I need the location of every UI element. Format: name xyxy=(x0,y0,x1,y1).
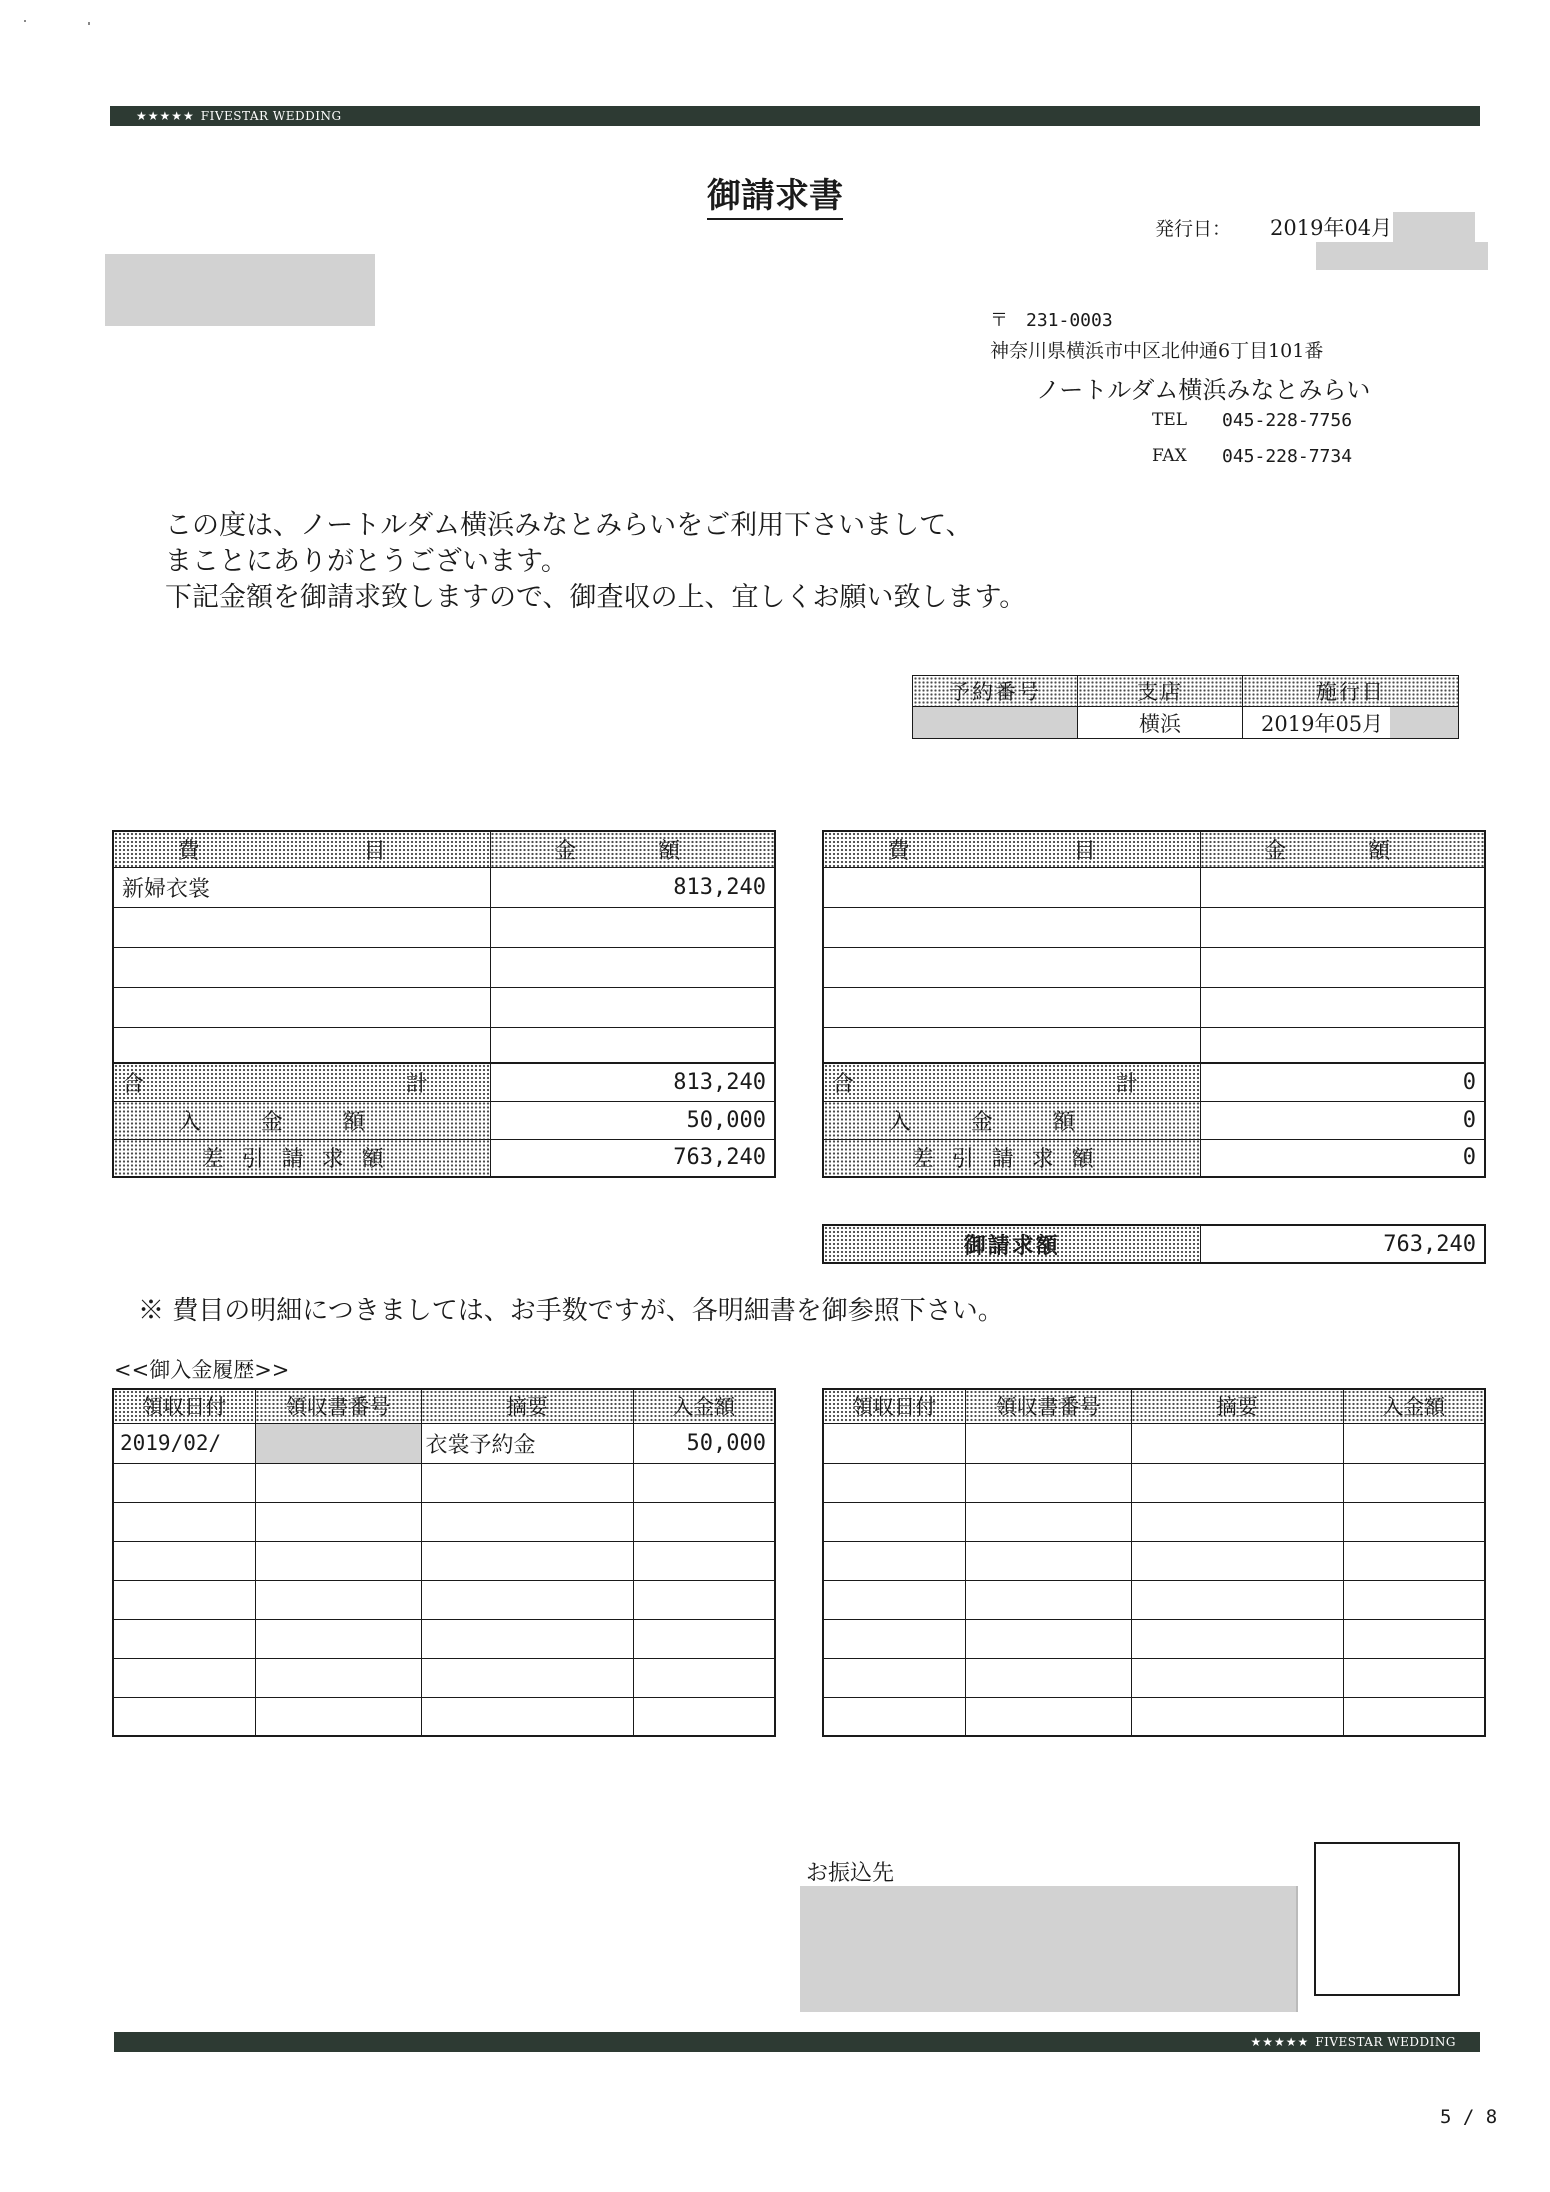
receipt-date: 2019/02/ xyxy=(113,1423,255,1463)
subtotal-value: 813,240 xyxy=(490,1063,775,1101)
charge-amount xyxy=(1200,987,1485,1027)
payment-history-right xyxy=(822,1388,1486,1737)
redacted-issue-day xyxy=(1393,212,1475,242)
paid-label: 入金額 xyxy=(823,1101,1200,1139)
redacted-recipient xyxy=(105,254,375,326)
brand-name: FIVESTAR WEDDING xyxy=(1315,2035,1456,2049)
subtotal-label: 合 計 xyxy=(823,1063,1200,1101)
reservation-number-header: 予約番号 xyxy=(913,676,1078,707)
subtotal-label: 合 計 xyxy=(113,1063,490,1101)
event-date-header: 施行日 xyxy=(1243,676,1459,707)
item-header: 費 目 xyxy=(113,831,490,867)
payment-amount-header: 入金額 xyxy=(1343,1389,1485,1423)
stars-icon: ★★★★★ xyxy=(1250,2035,1310,2049)
charge-amount xyxy=(490,1027,775,1063)
issue-date: 2019年04月 xyxy=(1270,216,1393,240)
total-value: 763,240 xyxy=(1200,1225,1485,1263)
charge-amount xyxy=(490,907,775,947)
charge-item xyxy=(823,987,1200,1027)
detail-note: ※ 費目の明細につきましては、お手数ですが、各明細書を御参照下さい。 xyxy=(138,1296,1004,1326)
charge-item xyxy=(113,947,490,987)
subtotal-value: 0 xyxy=(1200,1063,1485,1101)
payment-description: 衣裳予約金 xyxy=(421,1423,633,1463)
charge-amount xyxy=(490,987,775,1027)
charge-amount xyxy=(1200,907,1485,947)
balance-value: 763,240 xyxy=(490,1139,775,1177)
issuer-tel: 045-228-7756 xyxy=(1222,410,1353,431)
issuer-fax-label: FAX xyxy=(1152,446,1187,466)
bank-box-border xyxy=(1296,1886,1298,2012)
balance-label: 差引請求額 xyxy=(823,1139,1200,1177)
charge-item xyxy=(823,947,1200,987)
stars-icon: ★★★★★ xyxy=(136,109,195,123)
page-number: 5 / 8 xyxy=(1440,2106,1498,2128)
issue-label: 発行日： xyxy=(1155,218,1232,240)
greeting-text xyxy=(165,508,1026,616)
stamp-box xyxy=(1314,1842,1460,1996)
amount-header: 金 額 xyxy=(1200,831,1485,867)
scan-speck xyxy=(24,20,26,22)
total-label: 御請求額 xyxy=(823,1225,1200,1263)
payment-history-title: <<御入金履歴>> xyxy=(114,1358,290,1382)
event-date-value: 2019年05月 xyxy=(1243,707,1459,739)
balance-value: 0 xyxy=(1200,1139,1485,1177)
charge-amount xyxy=(1200,947,1485,987)
paid-label: 入金額 xyxy=(113,1101,490,1139)
charge-amount xyxy=(490,947,775,987)
redacted-event-day xyxy=(1390,707,1458,738)
amount-header: 金 額 xyxy=(490,831,775,867)
description-header: 摘要 xyxy=(1131,1389,1343,1423)
payment-history-left xyxy=(112,1388,776,1737)
issuer-fax: 045-228-7734 xyxy=(1222,446,1353,467)
transfer-label: お振込先 xyxy=(806,1861,895,1886)
redacted-issue-extra xyxy=(1316,242,1488,270)
description-header: 摘要 xyxy=(421,1389,633,1423)
total-table xyxy=(822,1224,1486,1264)
receipt-date-header: 領収日付 xyxy=(113,1389,255,1423)
item-header: 費 目 xyxy=(823,831,1200,867)
balance-label: 差引請求額 xyxy=(113,1139,490,1177)
greeting-line: 下記金額を御請求致しますので、御査収の上、宜しくお願い致します。 xyxy=(165,582,1027,613)
charges-table-right xyxy=(822,830,1486,1178)
greeting-line: この度は、ノートルダム横浜みなとみらいをご利用下さいまして、 xyxy=(165,510,973,541)
receipt-date-header: 領収日付 xyxy=(823,1389,965,1423)
charge-amount xyxy=(1200,867,1485,907)
paid-value: 0 xyxy=(1200,1101,1485,1139)
branch-header: 支店 xyxy=(1078,676,1243,707)
issuer-postal: 〒 231-0003 xyxy=(990,310,1113,331)
redacted-reservation-number xyxy=(913,707,1078,739)
charge-item xyxy=(823,907,1200,947)
brand-band-top xyxy=(110,106,1480,126)
issuer-tel-label: TEL xyxy=(1152,410,1188,430)
charge-amount: 813,240 xyxy=(490,867,775,907)
branch-value: 横浜 xyxy=(1078,707,1243,739)
charge-item xyxy=(823,1027,1200,1063)
receipt-number-header: 領収書番号 xyxy=(965,1389,1131,1423)
receipt-number-header: 領収書番号 xyxy=(255,1389,421,1423)
greeting-line: まことにありがとうございます。 xyxy=(165,546,568,577)
charge-item: 新婦衣裳 xyxy=(113,867,490,907)
brand-name: FIVESTAR WEDDING xyxy=(200,109,342,123)
charge-item xyxy=(113,1027,490,1063)
charge-item xyxy=(113,987,490,1027)
page-title: 御請求書 xyxy=(0,168,1550,217)
brand-band-bottom xyxy=(114,2032,1480,2052)
paid-value: 50,000 xyxy=(490,1101,775,1139)
charge-item xyxy=(823,867,1200,907)
charge-item xyxy=(113,907,490,947)
issuer-name: ノートルダム横浜みなとみらい xyxy=(1036,376,1371,404)
reservation-table xyxy=(912,675,1459,739)
payment-amount: 50,000 xyxy=(633,1423,775,1463)
redacted-bank-details xyxy=(800,1886,1296,2012)
issuer-address: 神奈川県横浜市中区北仲通6丁目101番 xyxy=(990,340,1324,362)
charges-table-left xyxy=(112,830,776,1178)
redacted-receipt-number xyxy=(255,1423,421,1463)
charge-amount xyxy=(1200,1027,1485,1063)
payment-amount-header: 入金額 xyxy=(633,1389,775,1423)
scan-speck xyxy=(88,22,90,25)
